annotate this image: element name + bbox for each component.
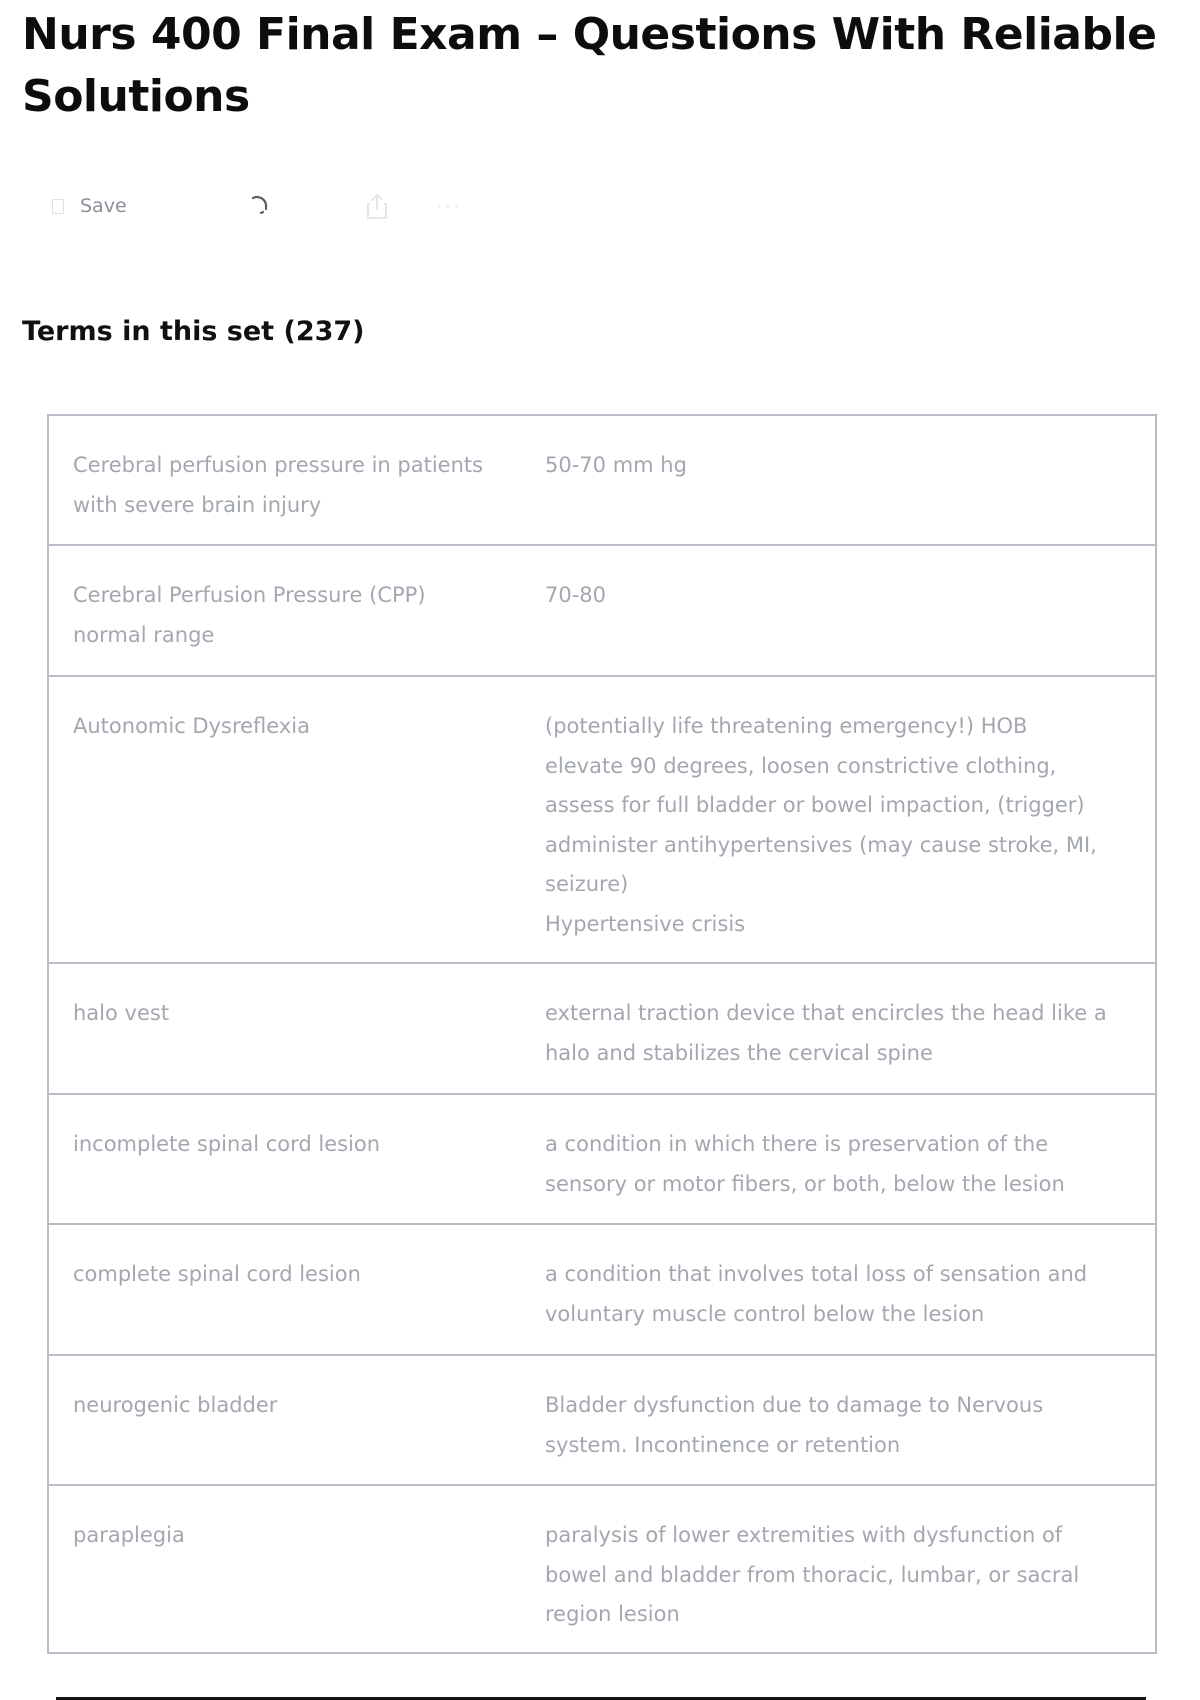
- term-row[interactable]: [47, 414, 1157, 546]
- definition-line: Hypertensive crisis: [545, 911, 746, 936]
- term-row[interactable]: [47, 1093, 1157, 1225]
- term-row[interactable]: [47, 1484, 1157, 1654]
- definition-line: a condition that involves total loss of sensation and: [545, 1262, 1088, 1286]
- term-text: neurogenic bladder: [73, 1393, 278, 1417]
- definition-text: [545, 576, 1141, 616]
- loading-spinner-icon: [244, 188, 274, 224]
- definition-line: sensory or motor fibers, or both, below the lesion: [545, 1171, 1065, 1196]
- definition-line: paralysis of lower extremities with dysfunction of: [545, 1523, 1063, 1547]
- definition-line: bowel and bladder from thoracic, lumbar, or sacral: [545, 1562, 1080, 1587]
- set-toolbar: [52, 188, 532, 224]
- definition-text: [545, 994, 1141, 1073]
- definition-text: [545, 1255, 1141, 1334]
- definition-line: halo and stabilizes the cervical spine: [545, 1040, 933, 1065]
- term-text: Cerebral perfusion pressure in patients with severe brain injury: [73, 453, 484, 517]
- term-row[interactable]: [47, 962, 1157, 1095]
- definition-line: voluntary muscle control below the lesion: [545, 1301, 985, 1326]
- definition-text: [545, 1386, 1141, 1465]
- term-text: Autonomic Dysreflexia: [73, 714, 310, 738]
- save-label: Save: [80, 195, 127, 217]
- term-text: incomplete spinal cord lesion: [73, 1132, 381, 1156]
- definition-line: 50-70 mm hg: [545, 453, 687, 477]
- definition-line: (potentially life threatening emergency!) HOB: [545, 714, 1028, 738]
- save-button[interactable]: [52, 188, 127, 224]
- term-row[interactable]: [47, 1223, 1157, 1356]
- definition-line: region lesion: [545, 1602, 680, 1626]
- definition-text: [545, 1516, 1141, 1635]
- definition-line: assess for full bladder or bowel impaction, (trigger): [545, 793, 1085, 817]
- definition-line: Bladder dysfunction due to damage to Nervous: [545, 1393, 1044, 1417]
- definition-text: [545, 446, 1141, 486]
- share-icon: [364, 191, 390, 221]
- term-text: Cerebral Perfusion Pressure (CPP) normal range: [73, 583, 426, 647]
- term-row[interactable]: [47, 675, 1157, 964]
- definition-line: system. Incontinence or retention: [545, 1432, 901, 1457]
- bookmark-icon: [52, 199, 64, 214]
- term-text: complete spinal cord lesion: [73, 1262, 361, 1286]
- definition-line: a condition in which there is preservation of the: [545, 1132, 1049, 1156]
- term-row[interactable]: [47, 544, 1157, 677]
- term-row[interactable]: [47, 1354, 1157, 1486]
- term-text: paraplegia: [73, 1523, 185, 1547]
- definition-text: [545, 707, 1141, 944]
- terms-heading: Terms in this set (237): [22, 316, 365, 347]
- page-title: Nurs 400 Final Exam – Questions With Reliable Solutions: [22, 9, 1157, 122]
- definition-text: [545, 1125, 1141, 1204]
- definition-line: administer antihypertensives (may cause stroke, MI,: [545, 832, 1097, 857]
- definition-line: seizure): [545, 872, 629, 896]
- more-options-button[interactable]: [436, 188, 462, 224]
- term-text: halo vest: [73, 1001, 170, 1025]
- definition-line: elevate 90 degrees, loosen constrictive clothing,: [545, 753, 1057, 778]
- definition-line: external traction device that encircles the head like a: [545, 1001, 1107, 1025]
- share-button[interactable]: [364, 188, 390, 224]
- more-options-icon: ···: [436, 194, 462, 217]
- definition-line: 70-80: [545, 583, 607, 607]
